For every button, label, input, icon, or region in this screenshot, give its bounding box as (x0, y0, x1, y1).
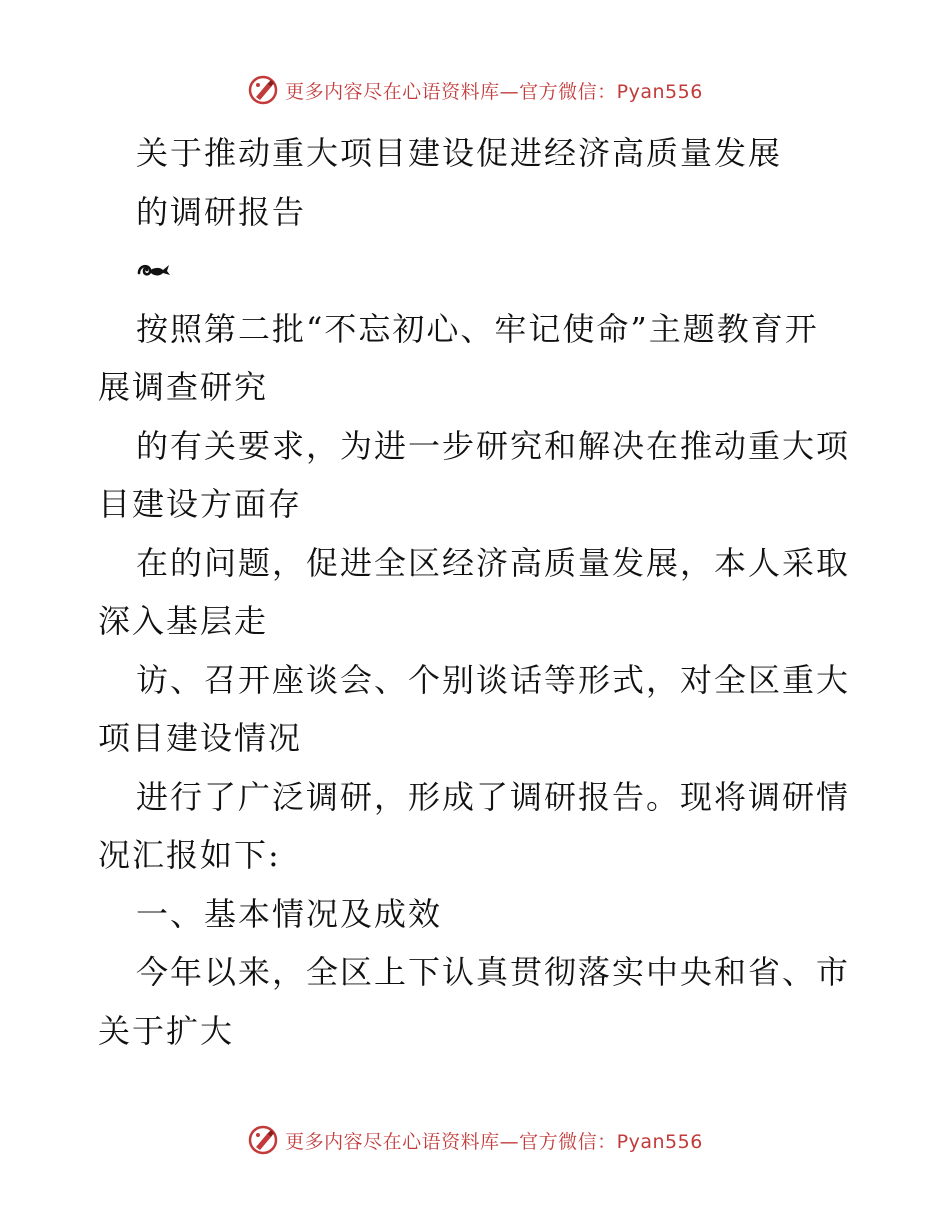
text-line: 况汇报如下: (98, 836, 281, 874)
pen-logo-icon (247, 74, 279, 106)
watermark-text: 更多内容尽在心语资料库—官方微信： (285, 1130, 617, 1153)
watermark-wechat-id: Pyan556 (616, 80, 703, 103)
document-body (98, 124, 858, 1060)
footer-watermark (0, 1120, 950, 1160)
text-line: 访、召开座谈会、个别谈话等形式，对全区重大 (136, 660, 851, 699)
document-title-line-1: 关于推动重大项目建设促进经济高质量发展 (136, 134, 783, 172)
text-line: 关于扩大 (98, 1011, 235, 1050)
text-line: 的有关要求，为进一步研究和解决在推动重大项 (136, 426, 851, 465)
fleuron-icon (136, 259, 172, 281)
text-line: 在的问题，促进全区经济高质量发展，本人采取 (136, 543, 851, 582)
text-line: 目建设方面存 (98, 485, 303, 523)
watermark-text: 更多内容尽在心语资料库—官方微信： (285, 80, 617, 103)
ornament-row (98, 241, 858, 300)
text-line: 进行了广泛调研，形成了调研报告。现将调研情 (136, 777, 851, 816)
paragraph-lines (98, 300, 858, 1061)
text-line: 项目建设情况 (98, 719, 303, 757)
text-line: 今年以来，全区上下认真贯彻落实中央和省、市 (136, 953, 851, 991)
section-heading: 一、基本情况及成效 (136, 894, 443, 933)
text-line: 深入基层走 (98, 602, 269, 640)
text-line: 按照第二批“不忘初心、牢记使命”主题教育开 (136, 309, 819, 348)
watermark-wechat-id: Pyan556 (616, 1130, 703, 1153)
document-title-line-2: 的调研报告 (136, 192, 307, 231)
pen-logo-icon (247, 1124, 279, 1156)
text-line: 展调查研究 (98, 368, 269, 406)
header-watermark (0, 70, 950, 110)
